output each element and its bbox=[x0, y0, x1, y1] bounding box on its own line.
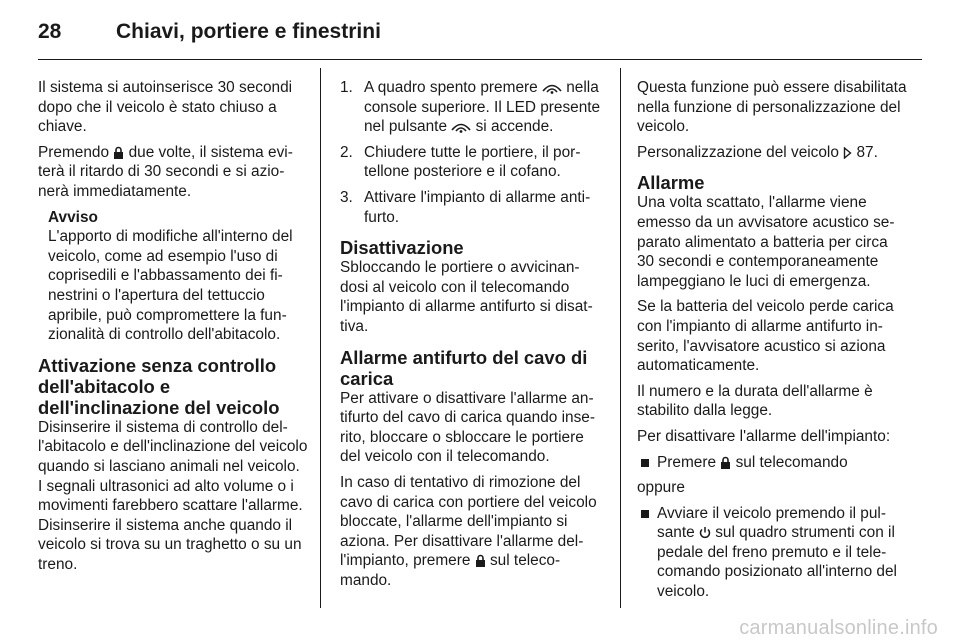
lock-icon bbox=[475, 554, 486, 567]
list-item: Premere sul telecomando bbox=[637, 453, 907, 473]
heading-alarm: Allarme bbox=[637, 172, 705, 194]
paragraph-deactivation: Sbloccando le portiere o avvicinandosi al veicolo con il telecomando l'impianto di allarme antifurto si disattiva. bbox=[340, 259, 593, 335]
disable-options-list bbox=[637, 453, 907, 473]
interior-sensor-icon bbox=[451, 121, 471, 133]
paragraph-battery-loss: Se la batteria del veicolo perde carica con l'impianto di allarme antifurto inserito, l'avvisatore acustico si aziona automaticamente. bbox=[637, 298, 894, 375]
list-item: 3. Attivare l'impianto di allarme antifurto. bbox=[340, 188, 591, 226]
square-bullet-icon bbox=[641, 510, 649, 518]
paragraph-disable-monitoring: Disinserire il sistema di controllo dell'abitacolo e dell'inclinazione del veicolo quando si lasciano animali nel veicolo. I segnali ultrasonici ad alto volume o i movimenti farebbero scattare l'allarme. Disinserire il sistema anche quando il veicolo si trova su un traghetto o su un treno. bbox=[38, 418, 308, 573]
paragraph-oppure: oppure bbox=[637, 479, 685, 497]
paragraph-alarm-law: Il numero e la durata dell'allarme è stabilito dalla legge. bbox=[637, 382, 873, 420]
paragraph-cable-alarm: Per attivare o disattivare l'allarme antifurto del cavo di carica quando inserito, bloccare o sbloccare le portiere del veicolo con il telecomando. bbox=[340, 389, 595, 466]
square-bullet-icon bbox=[641, 459, 649, 467]
list-item: 1. A quadro spento premere nella console superiore. Il LED presente nel pulsante si accende. bbox=[340, 79, 601, 136]
column-left bbox=[38, 78, 308, 580]
paragraph-disable-function: Questa funzione può essere disabilitata nella funzione di personalizzazione del veicolo. bbox=[637, 79, 907, 136]
paragraph-autoarm: Il sistema si autoinserisce 30 secondi dopo che il veicolo è stato chiuso a chiave. bbox=[38, 79, 293, 136]
paragraph-lock-twice: Premendo due volte, il sistema eviterà il ritardo di 30 secondi e si azionerà immediatamente. bbox=[38, 143, 293, 200]
note-body: L'apporto di modifiche all'interno del veicolo, come ad esempio l'uso di coprisedili e l'abbassamento dei finestrini o l'apertura del tettuccio apribile, può compromettere la funzionalità di controllo dell'abitacolo. bbox=[48, 228, 293, 344]
column-middle bbox=[340, 78, 602, 596]
watermark: carmanualsonline.info bbox=[739, 617, 938, 639]
page-header bbox=[38, 20, 381, 50]
column-divider-left bbox=[320, 68, 321, 608]
reference-arrow-icon bbox=[843, 147, 852, 159]
lock-icon bbox=[113, 146, 124, 159]
column-right bbox=[637, 78, 907, 608]
note-title: Avviso bbox=[48, 208, 98, 226]
list-item: Avviare il veicolo premendo il pulsante sul quadro strumenti con il pedale del freno premuto e il telecomando posizionato all'interno del veicolo. bbox=[637, 504, 907, 602]
power-icon bbox=[699, 526, 711, 539]
heading-charging-cable-alarm: Allarme antifurto del cavo di carica bbox=[340, 346, 588, 389]
activation-steps bbox=[340, 78, 602, 227]
start-vehicle-list bbox=[637, 504, 907, 602]
page-number: 28 bbox=[38, 20, 62, 43]
paragraph-cable-removal: In caso di tentativo di rimozione del cavo di carica con portiere del veicolo bloccate, l'allarme dell'impianto si aziona. Per disattivare l'allarme dell'impianto, premere sul telecomando. bbox=[340, 473, 597, 589]
interior-sensor-icon bbox=[542, 82, 562, 94]
paragraph-disable-alarm: Per disattivare l'allarme dell'impianto: bbox=[637, 427, 891, 445]
heading-deactivation: Disattivazione bbox=[340, 237, 464, 259]
list-item: 2. Chiudere tutte le portiere, il portellone posteriore e il cofano. bbox=[340, 143, 581, 181]
heading-activation-without-monitoring: Attivazione senza controllo dell'abitacolo e dell'inclinazione del veicolo bbox=[38, 354, 280, 418]
paragraph-alarm-triggered: Una volta scattato, l'allarme viene emesso da un avvisatore acustico separato alimentato a batteria per circa 30 secondi e contemporaneamente lampeggiano le luci di emergenza. bbox=[637, 194, 895, 290]
header-divider bbox=[38, 59, 922, 60]
paragraph-personalization-ref: Personalizzazione del veicolo 87. bbox=[637, 143, 878, 161]
page-title: Chiavi, portiere e finestrini bbox=[116, 20, 381, 43]
note-box bbox=[38, 208, 308, 345]
lock-icon bbox=[720, 456, 731, 469]
column-divider-right bbox=[620, 68, 621, 608]
